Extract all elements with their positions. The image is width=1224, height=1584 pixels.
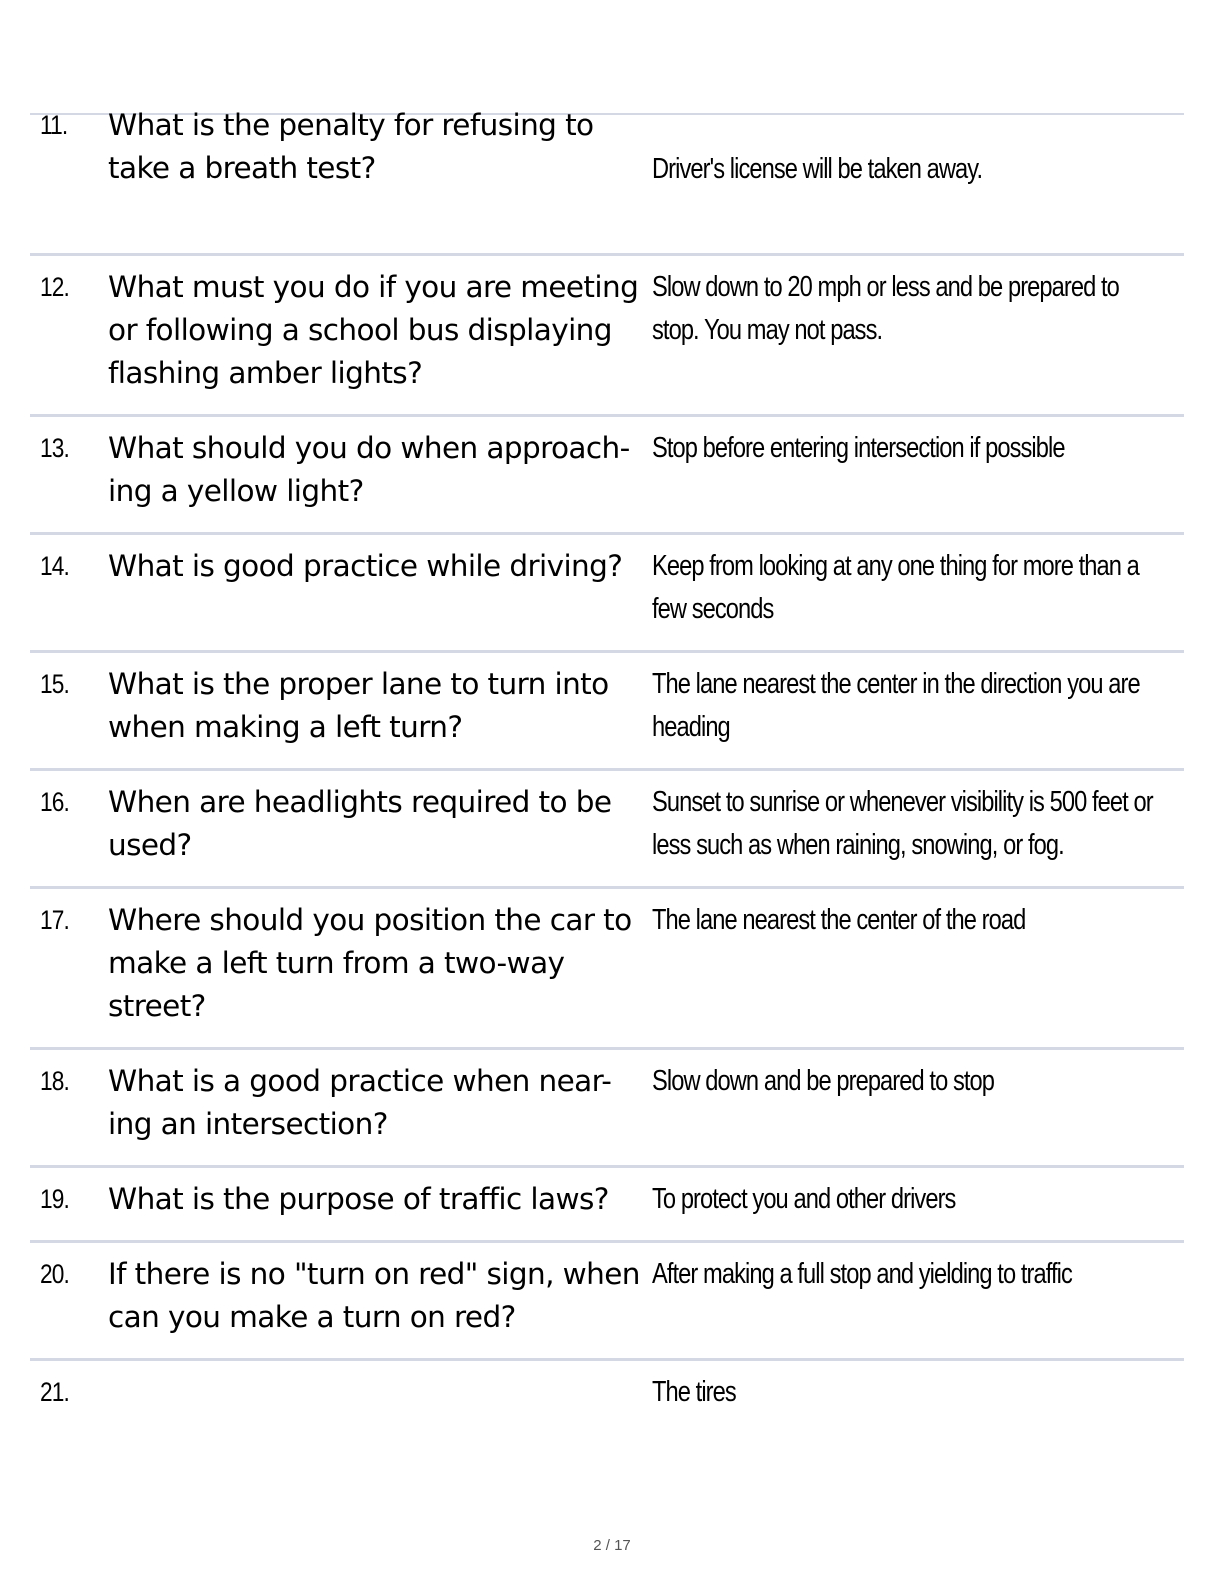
item-number: 14. (40, 551, 70, 581)
answer-text: Stop before entering intersection if possible (652, 432, 1065, 464)
answer-text: Driver's license will be taken away. (652, 153, 983, 185)
item-number: 20. (40, 1259, 70, 1289)
item-number: 17. (40, 905, 70, 935)
question-text: If there is no "turn on red" sign, when can you make a turn on red? (108, 1257, 640, 1334)
answer-text: Sunset to sunrise or whenever visibility is 500 feet or less such as when raining, snowing, or fog. (652, 786, 1153, 861)
answer-text: The lane nearest the center in the direction you are heading (652, 668, 1140, 743)
answer-text: The lane nearest the center of the road (652, 904, 1026, 936)
answer-text: Slow down to 20 mph or less and be prepared to stop. You may not pass. (652, 271, 1119, 346)
item-number: 15. (40, 669, 70, 699)
answer-text: To protect you and other drivers (652, 1183, 956, 1215)
question-text: What is the penalty for refusing to take a breath test? (108, 108, 594, 185)
item-number: 19. (40, 1184, 70, 1214)
qa-row-15 (30, 653, 1184, 771)
answer-text: After making a full stop and yielding to traffic (652, 1258, 1072, 1290)
question-text: When are headlights required to be used? (108, 785, 612, 862)
item-number: 21. (40, 1377, 70, 1407)
answer-text: Keep from looking at any one thing for more than a few seconds (652, 550, 1139, 625)
qa-row-14 (30, 535, 1184, 653)
question-text: Where should you position the car to make a left turn from a two-way street? (108, 903, 632, 1023)
qa-row-20 (30, 1243, 1184, 1361)
question-text: What must you do if you are meeting or following a school bus displaying flashing amber lights? (108, 270, 639, 390)
qa-row-13 (30, 417, 1184, 535)
qa-row-18 (30, 1050, 1184, 1168)
item-number: 18. (40, 1066, 70, 1096)
item-number: 16. (40, 787, 70, 817)
qa-row-11 (30, 108, 1184, 256)
question-text: What should you do when approach-ing a yellow light? (108, 431, 630, 508)
question-text: What is a good practice when near-ing an intersection? (108, 1064, 612, 1141)
qa-row-12 (30, 256, 1184, 417)
question-text: What is the proper lane to turn into when making a left turn? (108, 667, 609, 744)
qa-row-21 (30, 1361, 1184, 1461)
item-number: 11. (40, 110, 68, 140)
question-text: What is good practice while driving? (108, 549, 623, 583)
qa-row-19 (30, 1168, 1184, 1243)
question-text: What is the purpose of traffic laws? (108, 1182, 609, 1216)
item-number: 12. (40, 272, 70, 302)
qa-row-17 (30, 889, 1184, 1050)
answer-text: Slow down and be prepared to stop (652, 1065, 995, 1097)
item-number: 13. (40, 433, 70, 463)
answer-text: The tires (652, 1376, 736, 1408)
page-indicator: 2 / 17 (593, 1537, 631, 1554)
qa-row-16 (30, 771, 1184, 889)
